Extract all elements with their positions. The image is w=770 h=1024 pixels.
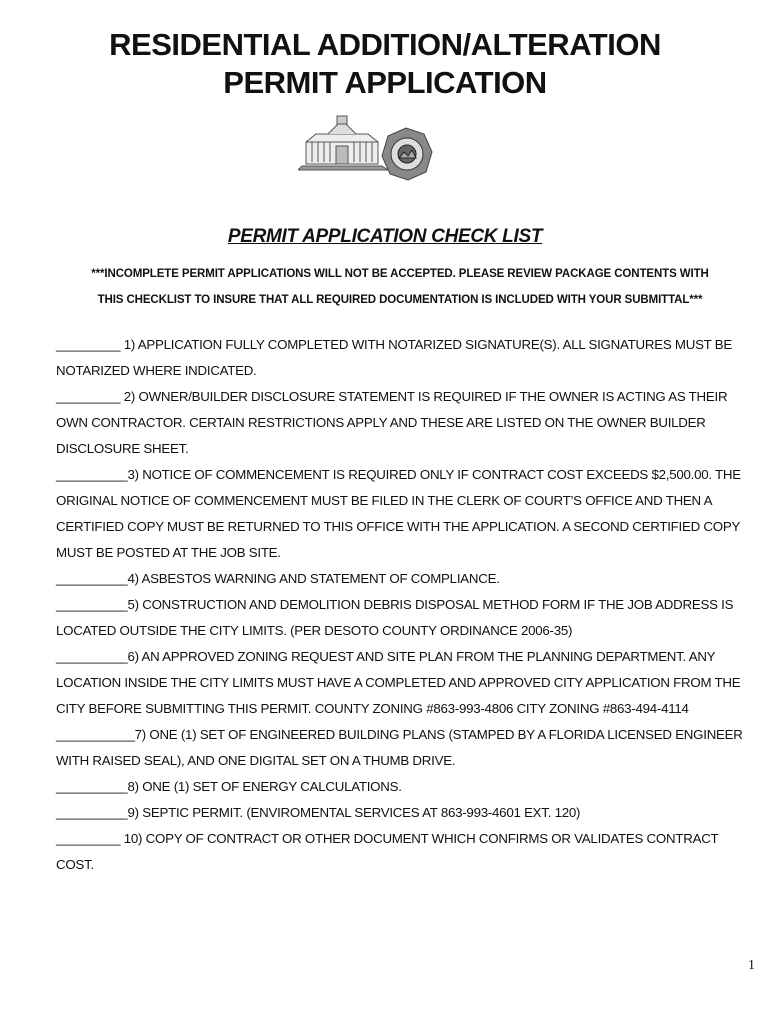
warning-line: ***INCOMPLETE PERMIT APPLICATIONS WILL NOT BE ACCEPTED. PLEASE REVIEW PACKAGE CONTENTS WITH [91, 268, 709, 280]
checklist-line: OWN CONTRACTOR. CERTAIN RESTRICTIONS APPLY AND THESE ARE LISTED ON THE OWNER BUILDER [56, 415, 706, 430]
checklist-heading: PERMIT APPLICATION CHECK LIST [227, 226, 543, 247]
title-line-1: RESIDENTIAL ADDITION/ALTERATION [109, 27, 661, 62]
checklist-line: ___________7) ONE (1) SET OF ENGINEERED BUILDING PLANS (STAMPED BY A FLORIDA LICENSED ENGINEER [56, 727, 743, 742]
checklist-line: __________8) ONE (1) SET OF ENERGY CALCULATIONS. [56, 779, 402, 794]
courthouse-and-county-seal-logo [298, 108, 438, 204]
incomplete-application-warning [30, 261, 770, 313]
title-line-2: PERMIT APPLICATION [223, 65, 547, 100]
checklist-line: _________ 10) COPY OF CONTRACT OR OTHER DOCUMENT WHICH CONFIRMS OR VALIDATES CONTRACT [56, 831, 719, 846]
checklist-line: __________3) NOTICE OF COMMENCEMENT IS REQUIRED ONLY IF CONTRACT COST EXCEEDS $2,500.00. THE [56, 467, 741, 482]
checklist-line: MUST BE POSTED AT THE JOB SITE. [56, 545, 281, 560]
warning-line: THIS CHECKLIST TO INSURE THAT ALL REQUIRED DOCUMENTATION IS INCLUDED WITH YOUR SUBMITTAL*** [97, 294, 703, 306]
checklist-line: _________ 1) APPLICATION FULLY COMPLETED WITH NOTARIZED SIGNATURE(S). ALL SIGNATURES MUST BE [56, 337, 733, 352]
checklist [56, 332, 756, 878]
checklist-line: __________9) SEPTIC PERMIT. (ENVIROMENTAL SERVICES AT 863-993-4601 EXT. 120) [56, 805, 581, 820]
checklist-line: LOCATION INSIDE THE CITY LIMITS MUST HAVE A COMPLETED AND APPROVED CITY APPLICATION FROM THE [56, 675, 741, 690]
checklist-line: CITY BEFORE SUBMITTING THIS PERMIT. COUNTY ZONING #863-993-4806 CITY ZONING #863-494-4114 [56, 701, 689, 716]
checklist-line: COST. [56, 857, 94, 872]
checklist-line: __________5) CONSTRUCTION AND DEMOLITION DEBRIS DISPOSAL METHOD FORM IF THE JOB ADDRESS IS [56, 597, 734, 612]
checklist-line: ORIGINAL NOTICE OF COMMENCEMENT MUST BE FILED IN THE CLERK OF COURT’S OFFICE AND THEN A [56, 493, 713, 508]
checklist-line: __________6) AN APPROVED ZONING REQUEST AND SITE PLAN FROM THE PLANNING DEPARTMENT. ANY [56, 649, 716, 664]
page-number: 1 [748, 958, 755, 973]
checklist-line: CERTIFIED COPY MUST BE RETURNED TO THIS OFFICE WITH THE APPLICATION. A SECOND CERTIFIED COPY [56, 519, 741, 534]
document-title [0, 26, 770, 102]
checklist-line: LOCATED OUTSIDE THE CITY LIMITS. (PER DESOTO COUNTY ORDINANCE 2006-35) [56, 623, 573, 638]
checklist-line: NOTARIZED WHERE INDICATED. [56, 363, 257, 378]
checklist-line: DISCLOSURE SHEET. [56, 441, 189, 456]
checklist-line: __________4) ASBESTOS WARNING AND STATEMENT OF COMPLIANCE. [56, 571, 500, 586]
checklist-line: _________ 2) OWNER/BUILDER DISCLOSURE STATEMENT IS REQUIRED IF THE OWNER IS ACTING AS THEIR [56, 389, 728, 404]
checklist-line: WITH RAISED SEAL), AND ONE DIGITAL SET ON A THUMB DRIVE. [56, 753, 456, 768]
